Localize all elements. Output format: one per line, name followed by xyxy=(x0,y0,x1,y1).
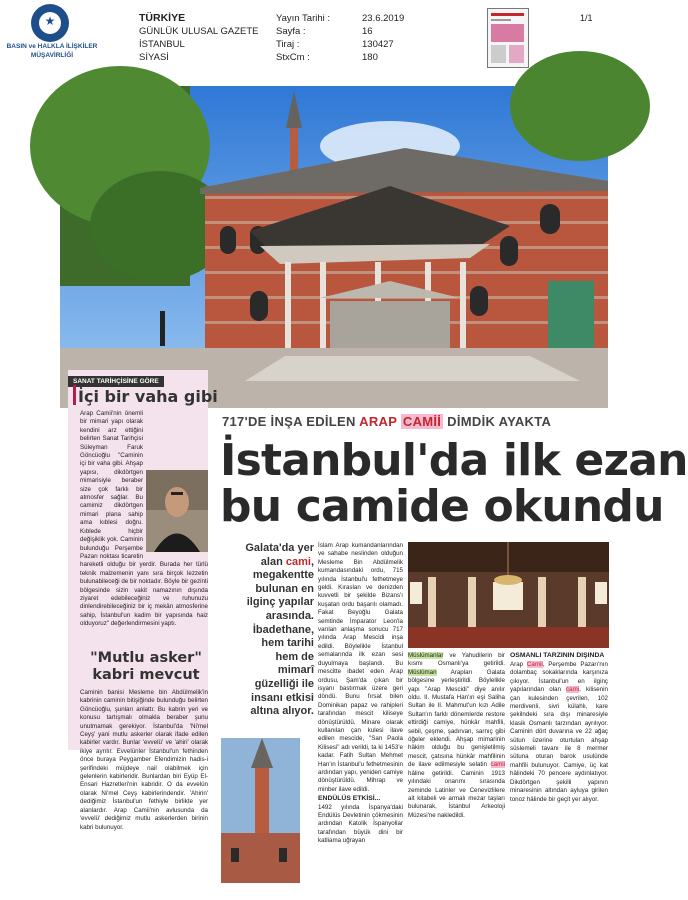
stxcm-label: StxCm : xyxy=(276,52,310,63)
article-kicker: 717'DE İNŞA EDİLEN ARAP CAMİİ DİMDİK AYAKTA xyxy=(222,414,552,429)
subhead-andalusia: ENDÜLÜS ETKİSİ... xyxy=(318,795,381,803)
article-lead: Galata'da yer alan cami, megakentte bulunan en ilginç yapılar arasında. İbadethane, hem tarihi hem de mimarî güzelliği ile insanı etkisi altına alıyor. xyxy=(245,542,314,718)
meta-labels xyxy=(276,12,330,64)
sidebar-paragraph-1: Arap Camii'nin önemli bir mimari yapı olarak kendini arz ettiğini belirten Sanat Tarihçisi Süleyman Faruk Göncüoğlu "Caminin içi bir vaha gibi. Ahşap yapısı, dikdörtgen mimarisiyle beraber size çok farklı bir atmosfer sağlar. Bu camimiz dikdörtgen mimari plana sahip ama kıblesi doğru. Kıblede hiçbir değişiklik yok. Caminin bulunduğu Perşembe Pazarı noktası ticaretin hareketli olduğu bir yerdir. Burada her türlü teknik malzemenin yanı sıra birçok lezzetin bulunabileceği de bir noktadır. Böyle bir gezinti bölgesinde sizin vakit namazının dışında ziyaret edebileceğiniz ve ruhunuzu dinlendirebileceğiniz bir iç mekân atmosferine sahip, İstanbul'un kadim bir yapısında haiz olduyoruz" değerlendirmesini yaptı. xyxy=(80,410,208,628)
circulation-value: 130427 xyxy=(362,39,394,50)
agency-name: BASIN ve HALKLA İLİŞKİLER MÜŞAVİRLİĞİ xyxy=(6,43,98,59)
meta-values xyxy=(362,12,404,64)
subhead-ottoman-style: OSMANLI TARZININ DIŞINDA xyxy=(510,652,605,659)
page-count: 1/1 xyxy=(580,13,593,23)
mosque-interior-photo xyxy=(408,542,609,648)
minaret-photo xyxy=(221,738,300,883)
publication-block xyxy=(139,12,258,64)
article-column-1: İslam Arap kumandanlarından ve sahabe neslinden olduğun Mesleme Bin Abdülmelik kumandasındaki ordu, 715 yılında İstanbul'u fethetmeye geldi. Kıraslan ve denizden kuvvetli bir şekilde Bizans'ı kuşatan ordu başarılı olamadı. Fakat Beyoğlu Galata semtinde İmparator Leon'la varılan anlaşma sonucu 717 yılında Arap Mescidi inşa edildi. Böylelikle İstanbul semalarında ilk ezan sesi duyulmaya başlandı. Bu mescitte ibadet eden Arap ordusu, Şam'da çıkan bir isyanı bastırmak üzere geri döndü. Bunu fırsat bilen Dominikan papaz ve rahipleri tarafından mescit kiliseye dönüştürüldü. Minare olarak kullanılan çan kulesi ilave edilen mescide, "San Paola Kilisesi" adı verildi, ta ki 1453'e kadar. Fatih Sultan Mehmet Han'ın İstanbul'u fethetmesinin ardından yapı, yeniden camiye dönüştürüldü. Mihrap ve minber ilave edildi. ENDÜLÜS ETKİSİ... 1492 yılında İspanya'daki Endülüs Devletinin çökmesinin ardından Katolik İspanyollar tarafından büyük dini bir katliama uğrayan xyxy=(318,542,403,845)
date-label: Yayın Tarihi : xyxy=(276,13,331,24)
mosque-courtyard-photo xyxy=(60,86,608,408)
page-value: 16 xyxy=(362,26,373,37)
sidebar-title: İçi bir vaha gibi xyxy=(78,387,218,406)
stxcm-value: 180 xyxy=(362,52,378,63)
page-thumbnail[interactable] xyxy=(487,8,529,68)
sidebar-title-2: "Mutlu asker" kabri mevcut xyxy=(90,650,202,683)
publication-name: TÜRKİYE xyxy=(139,12,186,24)
crescent-star-icon: ★ xyxy=(44,14,56,28)
article-headline: İstanbul'da ilk ezan bu camide okundu xyxy=(220,435,688,532)
publication-section: SİYASİ xyxy=(139,52,169,63)
page-label: Sayfa : xyxy=(276,26,306,37)
date-value: 23.6.2019 xyxy=(362,13,405,24)
circulation-label: Tiraj : xyxy=(276,39,300,50)
publication-city: İSTANBUL xyxy=(139,39,185,50)
portrait-photo xyxy=(146,470,208,552)
sidebar-kicker: SANAT TARİHÇİSİNE GÖRE xyxy=(68,376,164,387)
article-column-2: Müslümanlar ve Yahudilerin bir kısmı Osmanlı'ya getirildi. Müslüman Arapları Galata bölgesine yerleştirildi. Böylelikle yapı "Arap Mescidi" diye anılır oldu. II. Mustafa Han'ın eşi Saliha Sultan ile II. Mahmut'un kızı Adile Sultan'ın farklı dönemlerde restore ettirdiği camiye, hünkâr mahfili, sebil, çeşme, şadırvan, sarnıç gibi öğeler eklendi. Ahşap mimarinin hâkim olduğu bu genişletilmiş mescit, çatısına hünkâr mahfilinin de ilave edilmesiyle selatin camii hâline getirildi. Caminin 1913 yılındaki onarımı sırasında zeminde Latinler ve Cenevizlilere ait kitabeli ve armalı mezar taşları bulunarak, İstanbul Arkeoloji Müzesi'ne nakledildi. xyxy=(408,652,505,819)
sidebar-paragraph-2: Caminin banisi Mesleme bin Abdülmelik'in kabrinin caminin bitişiğinde bulunduğu belirten Göncüoğlu, şunları anlattı: Bu kabrin yeri ve konusu tartışmalı olmakla beraber şunu unutmamak gerekiyor. İstanbul'da 'Ni'mel Ceyş' yani mutlu askerler olarak ifade edilen kabirler vardır. Bunlar 'evvelü' ve 'ahiri' olarak ikiye ayrılır. Evvelünler İstanbul'un fethinden önce buraya Peygamber Efendimizin hadis-i şerifindeki müjdeye nail olabilmek için gelenlerin kabirleridir. Bunlardan biri Eyüp El-Ensari Hazretleri'nin kabridir. O da evvelün olarak Ni'mel Ceyş kabirlerindendir. 'Ahirin' dediğimiz İstanbul'un fethiyle birlikte yer alanlardır. Arap Camii'nin avlusunda da 'evvelü' dediğimiz mutlu askerlerden birinin kabri bulunuyor. xyxy=(80,689,208,831)
title-accent-bar xyxy=(73,385,76,405)
publication-type: GÜNLÜK ULUSAL GAZETE xyxy=(139,26,259,37)
article-column-3: OSMANLI TARZININ DIŞINDA Arap Camii, Perşembe Pazarı'nın dolambaç sokaklarında karşınıza çıkıyor. İstanbul'un en ilginç yapılarından olan cami, kilisenin çan kulesinden çevrilen, 102 merdivenli, sivri külahlı, kare şekilndeki sıra dışı minaresiyle klasik Osmanlı tarzından ayrılıyor. Caminin dört duvarına ve 22 ağaç sütun üzerine oturtulan ahşap süslemeli tavanı ile 8 mermer sütuna oturan barok usulünde mahfili bulunuyor. Camiye, üç kat hâlindeki 70 pencere aydınlatıyor. Dikdörtgen şekilli yapının minaresinin altından ayluya girilen tonoz hâlinde bir geçit yer alıyor. xyxy=(510,652,608,803)
